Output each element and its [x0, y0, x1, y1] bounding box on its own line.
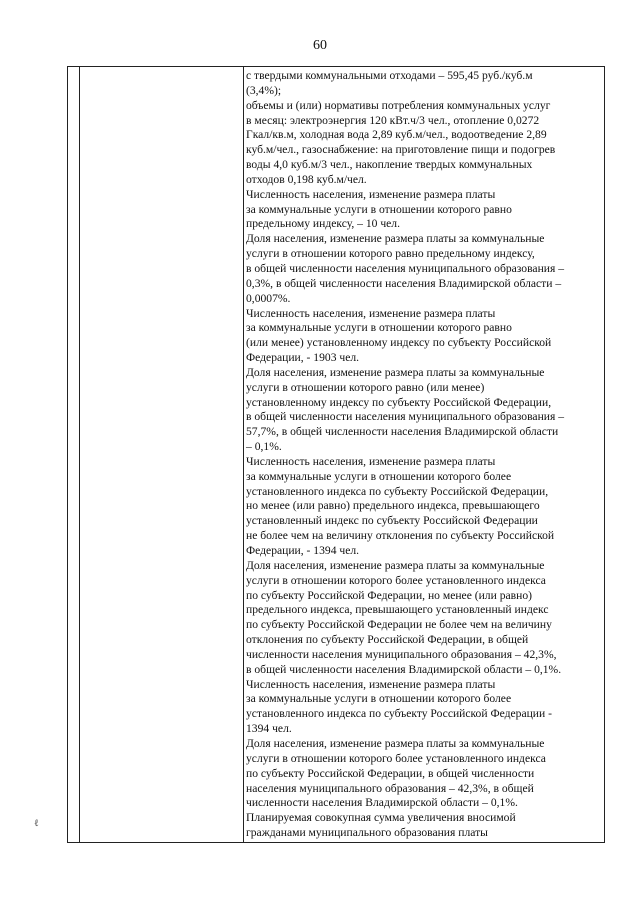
text-line: Федерации, - 1394 чел. [246, 544, 360, 557]
text-line: предельного индекса, превышающего установленный индекс [246, 603, 549, 617]
text-line: установленного индекса по субъекту Российской Федерации - [246, 707, 552, 721]
text-line: населения муниципального образования – 42,3%, в общей [246, 781, 534, 795]
text-line: услуги в отношении которого более установленного индекса [246, 573, 546, 587]
text-line: отходов 0,198 куб.м/чел. [246, 172, 367, 186]
text-line: за коммунальные услуги в отношении которого более [246, 469, 512, 483]
text-line: численности населения Владимирской области – 0,1%. [246, 796, 518, 810]
text-line: услуги в отношении которого равно предельному индексу, [246, 247, 535, 261]
text-line: по субъекту Российской Федерации, в общей численности [246, 766, 535, 780]
text-line: в месяц: электроэнергия 120 кВт.ч/3 чел., отопление 0,0272 [246, 113, 540, 127]
text-line: в общей численности населения Владимирской области – 0,1%. [246, 662, 562, 676]
text-line: Гкал/кв.м, холодная вода 2,89 куб.м/чел., водоотведение 2,89 [246, 128, 547, 142]
text-line: Доля населения, изменение размера платы за коммунальные [246, 365, 545, 379]
text-line: Численность населения, изменение размера платы [246, 187, 496, 201]
text-line: с твердыми коммунальными отходами – 595,45 руб./куб.м [246, 69, 533, 82]
text-line: но менее (или равно) предельного индекса, превышающего [246, 499, 540, 513]
text-line: не более чем на величину отклонения по субъекту Российской [246, 529, 555, 543]
column-divider-2 [243, 67, 244, 842]
text-line: по субъекту Российской Федерации не более чем на величину [246, 618, 552, 632]
text-line: Федерации, - 1903 чел. [246, 351, 360, 365]
text-line: Численность населения, изменение размера платы [246, 454, 496, 468]
text-line: (или менее) установленному индексу по субъекту Российской [246, 336, 552, 350]
text-line: Численность населения, изменение размера платы [246, 306, 496, 320]
text-line: услуги в отношении которого более установленного индекса [246, 751, 546, 765]
page-number: 60 [313, 38, 327, 53]
text-line: за коммунальные услуги в отношении которого равно [246, 321, 512, 335]
text-line: предельному индексу, – 10 чел. [246, 217, 400, 231]
text-line: гражданами муниципального образования платы [246, 826, 488, 840]
text-line: воды 4,0 куб.м/3 чел., накопление твердых коммунальных [246, 158, 533, 172]
document-table [67, 66, 605, 843]
text-line: установленному индексу по субъекту Российской Федерации, [246, 395, 552, 409]
text-line: куб.м/чел., газоснабжение: на приготовление пищи и подогрев [246, 143, 556, 157]
text-line: объемы и (или) нормативы потребления коммунальных услуг [246, 98, 551, 112]
text-line: по субъекту Российской Федерации, но менее (или равно) [246, 588, 532, 602]
text-line: 57,7%, в общей численности населения Владимирской области [246, 425, 559, 439]
text-line: в общей численности населения муниципального образования – [246, 261, 565, 275]
text-line: установленного индекса по субъекту Российской Федерации, [246, 484, 549, 498]
text-cell [246, 69, 604, 841]
text-line: – 0,1%. [246, 440, 282, 454]
text-line: услуги в отношении которого равно (или менее) [246, 380, 485, 394]
text-line: Доля населения, изменение размера платы за коммунальные [246, 736, 545, 750]
text-line: Доля населения, изменение размера платы за коммунальные [246, 232, 545, 246]
text-line: 0,0007%. [246, 291, 291, 305]
text-line: установленный индекс по субъекту Российской Федерации [246, 514, 538, 528]
text-line: Доля населения, изменение размера платы за коммунальные [246, 558, 545, 572]
text-line: 1394 чел. [246, 722, 292, 736]
text-line: (3,4%); [246, 83, 282, 97]
text-line: отклонения по субъекту Российской Федерации, в общей [246, 633, 529, 647]
text-line: 0,3%, в общей численности населения Владимирской области – [246, 276, 562, 290]
text-line: Планируемая совокупная сумма увеличения вносимой [246, 811, 516, 825]
text-line: за коммунальные услуги в отношении которого более [246, 692, 512, 706]
column-divider-1 [79, 67, 80, 842]
text-line: Численность населения, изменение размера платы [246, 677, 496, 691]
text-line: за коммунальные услуги в отношении которого равно [246, 202, 512, 216]
text-line: в общей численности населения муниципального образования – [246, 410, 565, 424]
text-line: численности населения муниципального образования – 42,3%, [246, 647, 557, 661]
scan-mark: ℓ [34, 818, 39, 829]
